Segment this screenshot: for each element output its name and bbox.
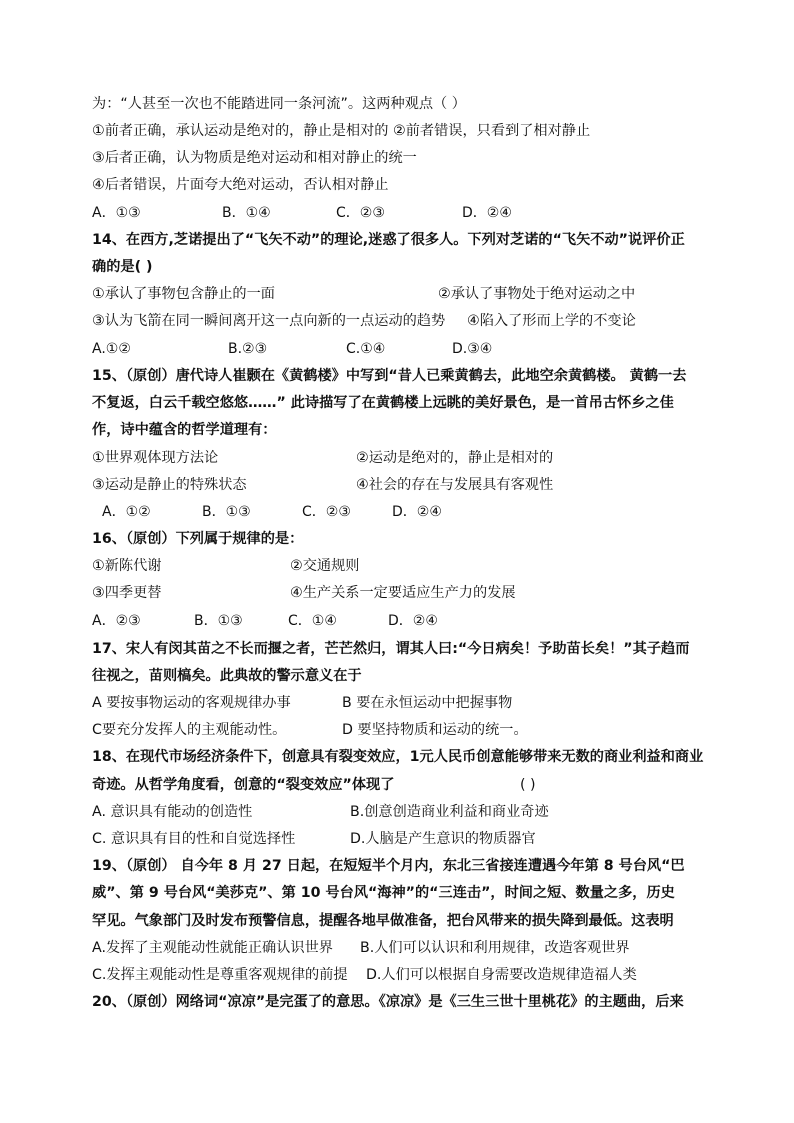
q18-answer-paren: ( ) <box>520 777 536 793</box>
q14-statement-2: ②承认了事物处于绝对运动之中 <box>438 286 636 302</box>
q18-option-b: B.创意创造商业利益和商业奇迹 <box>350 804 549 820</box>
q15-choice-a: A．①② <box>102 504 151 520</box>
q17-option-a: A 要按事物运动的客观规律办事 <box>92 695 291 711</box>
q16-statement-1: ①新陈代谢 <box>92 558 162 574</box>
q18-option-d: D.人脑是产生意识的物质器官 <box>350 831 536 847</box>
q16-statement-2: ②交通规则 <box>290 558 360 574</box>
q15-stem-line-2: 不复返，白云千载空悠悠……” 此诗描写了在黄鹤楼上远眺的美好景色，是一首吊古怀乡之佳 <box>92 395 674 411</box>
q13-statement-3: ③后者正确，认为物质是绝对运动和相对静止的统一 <box>92 150 417 166</box>
q14-choice-a: A.①② <box>92 341 131 357</box>
q15-choice-b: B．①③ <box>202 504 251 520</box>
q13-choice-b: B．①④ <box>222 205 271 221</box>
q14-choice-c: C.①④ <box>346 341 386 357</box>
q18-stem-line-1: 18、在现代市场经济条件下，创意具有裂变效应，1元人民币创意能够带来无数的商业利益和商业 <box>92 749 704 765</box>
q13-choice-d: D．②④ <box>462 205 512 221</box>
q13-statement-1-2: ①前者正确，承认运动是绝对的，静止是相对的 ②前者错误，只看到了相对静止 <box>92 123 591 139</box>
q13-choice-c: C．②③ <box>336 205 385 221</box>
q15-choice-d: D．②④ <box>392 504 442 520</box>
q17-option-b: B 要在永恒运动中把握事物 <box>342 695 513 711</box>
q16-statement-4: ④生产关系一定要适应生产力的发展 <box>290 585 516 601</box>
q17-stem-line-1: 17、宋人有闵其苗之不长而揠之者，芒芒然归，谓其人曰:“今日病矣！予助苗长矣！”其子趋而 <box>92 641 690 657</box>
q16-choice-c: C．①④ <box>288 613 337 629</box>
q19-stem-line-3: 罕见。气象部门及时发布预警信息，提醒各地早做准备，把台风带来的损失降到最低。这表明 <box>92 913 674 929</box>
q19-option-d: D.人们可以根据自身需要改造规律造福人类 <box>366 967 637 983</box>
q13-statement-4: ④后者错误，片面夸大绝对运动，否认相对静止 <box>92 177 389 193</box>
q15-statement-1: ①世界观体现方法论 <box>92 450 219 466</box>
q16-stem: 16、（原创）下列属于规律的是： <box>92 531 304 547</box>
q19-stem-line-2: 威”、第 9 号台风“美莎克”、第 10 号台风“海神”的“三连击”，时间之短、数量之多，历史 <box>92 885 675 901</box>
q16-choice-b: B．①③ <box>194 613 243 629</box>
q13-choice-a: A．①③ <box>92 205 141 221</box>
q15-choice-c: C．②③ <box>302 504 351 520</box>
q14-choice-b: B.②③ <box>228 341 268 357</box>
q15-statement-3: ③运动是静止的特殊状态 <box>92 477 247 493</box>
q14-stem-line-2: 确的是( ) <box>92 259 153 275</box>
q15-stem-line-3: 作，诗中蕴含的哲学道理有： <box>92 422 277 438</box>
q14-statement-3: ③认为飞箭在同一瞬间离开这一点向新的一点运动的趋势 <box>92 313 446 329</box>
q18-option-c: C. 意识具有目的性和自觉选择性 <box>92 831 296 847</box>
q17-option-d: D 要坚持物质和运动的统一。 <box>342 722 528 738</box>
q14-stem-line-1: 14、在西方,芝诺提出了“飞矢不动”的理论,迷惑了很多人。下列对芝诺的“飞矢不动”说评价正 <box>92 232 685 248</box>
q15-statement-2: ②运动是绝对的，静止是相对的 <box>356 450 554 466</box>
q14-statement-1: ①承认了事物包含静止的一面 <box>92 286 275 302</box>
q16-statement-3: ③四季更替 <box>92 585 162 601</box>
q18-option-a: A. 意识具有能动的创造性 <box>92 804 253 820</box>
q16-choice-a: A．②③ <box>92 613 141 629</box>
q18-stem-line-2: 奇迹。从哲学角度看，创意的“裂变效应”体现了 <box>92 777 395 793</box>
q19-option-b: B.人们可以认识和利用规律，改造客观世界 <box>360 940 630 956</box>
q19-stem-line-1: 19、（原创） 自今年 8 月 27 日起，在短短半个月内，东北三省接连遭遇今年第 8 号台风“巴 <box>92 858 685 874</box>
q13-continuation: 为：“人甚至一次也不能踏进同一条河流”。这两种观点（ ） <box>92 96 466 112</box>
q19-option-c: C.发挥主观能动性是尊重客观规律的前提 <box>92 967 348 983</box>
q17-option-c: C要充分发挥人的主观能动性。 <box>92 722 287 738</box>
q19-option-a: A.发挥了主观能动性就能正确认识世界 <box>92 940 333 956</box>
q14-choice-d: D.③④ <box>452 341 493 357</box>
q20-stem-line-1: 20、（原创）网络词“凉凉”是完蛋了的意思。《凉凉》是《三生三世十里桃花》的主题曲，后来 <box>92 994 684 1010</box>
q16-choice-d: D．②④ <box>388 613 438 629</box>
q15-stem-line-1: 15、（原创）唐代诗人崔颢在《黄鹤楼》中写到“昔人已乘黄鹤去，此地空余黄鹤楼。 黄鹤一去 <box>92 368 687 384</box>
q17-stem-line-2: 往视之，苗则槁矣。此典故的警示意义在于 <box>92 668 362 684</box>
q15-statement-4: ④社会的存在与发展具有客观性 <box>356 477 554 493</box>
q14-statement-4: ④陷入了形而上学的不变论 <box>467 313 636 329</box>
